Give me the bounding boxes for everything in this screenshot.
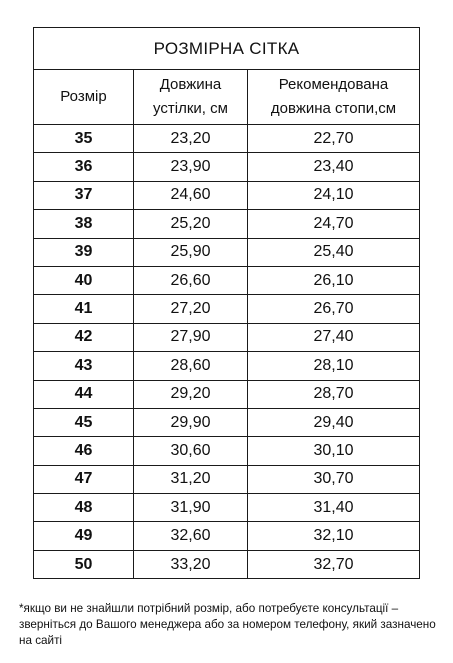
header-insole-line2: устілки, см bbox=[153, 100, 228, 117]
foot-length-cell: 23,40 bbox=[248, 153, 420, 181]
table-row bbox=[34, 437, 420, 465]
size-cell: 45 bbox=[34, 408, 134, 436]
size-cell: 48 bbox=[34, 494, 134, 522]
table-row bbox=[34, 522, 420, 550]
insole-length-cell: 31,90 bbox=[134, 494, 248, 522]
table-row bbox=[34, 238, 420, 266]
insole-length-cell: 29,20 bbox=[134, 380, 248, 408]
size-cell: 50 bbox=[34, 550, 134, 578]
table-row bbox=[34, 494, 420, 522]
insole-length-cell: 25,20 bbox=[134, 210, 248, 238]
table-row bbox=[34, 181, 420, 209]
foot-length-cell: 29,40 bbox=[248, 408, 420, 436]
size-cell: 37 bbox=[34, 181, 134, 209]
size-cell: 47 bbox=[34, 465, 134, 493]
table-row bbox=[34, 153, 420, 181]
insole-length-cell: 23,90 bbox=[134, 153, 248, 181]
size-cell: 44 bbox=[34, 380, 134, 408]
foot-length-cell: 28,70 bbox=[248, 380, 420, 408]
size-cell: 41 bbox=[34, 295, 134, 323]
foot-length-cell: 28,10 bbox=[248, 352, 420, 380]
foot-length-cell: 25,40 bbox=[248, 238, 420, 266]
insole-length-cell: 26,60 bbox=[134, 266, 248, 294]
size-cell: 42 bbox=[34, 323, 134, 351]
header-insole-line1: Довжина bbox=[159, 76, 222, 93]
insole-length-cell: 33,20 bbox=[134, 550, 248, 578]
foot-length-cell: 30,10 bbox=[248, 437, 420, 465]
header-foot-length bbox=[248, 70, 420, 125]
table-row bbox=[34, 125, 420, 153]
insole-length-cell: 32,60 bbox=[134, 522, 248, 550]
table-row bbox=[34, 323, 420, 351]
header-foot-line1: Рекомендована bbox=[278, 76, 389, 93]
table-row bbox=[34, 550, 420, 578]
size-cell: 49 bbox=[34, 522, 134, 550]
size-cell: 36 bbox=[34, 153, 134, 181]
table-row bbox=[34, 465, 420, 493]
size-cell: 38 bbox=[34, 210, 134, 238]
table-row bbox=[34, 295, 420, 323]
table-body bbox=[34, 125, 420, 579]
insole-length-cell: 30,60 bbox=[134, 437, 248, 465]
insole-length-cell: 28,60 bbox=[134, 352, 248, 380]
insole-length-cell: 25,90 bbox=[134, 238, 248, 266]
table-row bbox=[34, 210, 420, 238]
header-size: Розмір bbox=[34, 70, 134, 125]
table-row bbox=[34, 408, 420, 436]
insole-length-cell: 23,20 bbox=[134, 125, 248, 153]
size-cell: 40 bbox=[34, 266, 134, 294]
foot-length-cell: 22,70 bbox=[248, 125, 420, 153]
insole-length-cell: 27,20 bbox=[134, 295, 248, 323]
table-row bbox=[34, 380, 420, 408]
foot-length-cell: 30,70 bbox=[248, 465, 420, 493]
foot-length-cell: 31,40 bbox=[248, 494, 420, 522]
footnote: *якщо ви не знайшли потрібний розмір, або потребуєте консультації – зверніться до Вашого менеджера або за номером телефону, який зазначено на сайті bbox=[19, 602, 436, 647]
foot-length-cell: 24,70 bbox=[248, 210, 420, 238]
foot-length-cell: 32,70 bbox=[248, 550, 420, 578]
table-title: РОЗМІРНА СІТКА bbox=[34, 28, 420, 70]
size-cell: 35 bbox=[34, 125, 134, 153]
size-cell: 39 bbox=[34, 238, 134, 266]
header-insole-length bbox=[134, 70, 248, 125]
size-chart-table bbox=[33, 27, 420, 579]
foot-length-cell: 27,40 bbox=[248, 323, 420, 351]
header-foot-line2: довжина стопи,см bbox=[270, 100, 397, 117]
foot-length-cell: 32,10 bbox=[248, 522, 420, 550]
insole-length-cell: 29,90 bbox=[134, 408, 248, 436]
foot-length-cell: 24,10 bbox=[248, 181, 420, 209]
foot-length-cell: 26,70 bbox=[248, 295, 420, 323]
insole-length-cell: 27,90 bbox=[134, 323, 248, 351]
foot-length-cell: 26,10 bbox=[248, 266, 420, 294]
insole-length-cell: 31,20 bbox=[134, 465, 248, 493]
table-row bbox=[34, 352, 420, 380]
size-cell: 46 bbox=[34, 437, 134, 465]
insole-length-cell: 24,60 bbox=[134, 181, 248, 209]
table-row bbox=[34, 266, 420, 294]
size-cell: 43 bbox=[34, 352, 134, 380]
